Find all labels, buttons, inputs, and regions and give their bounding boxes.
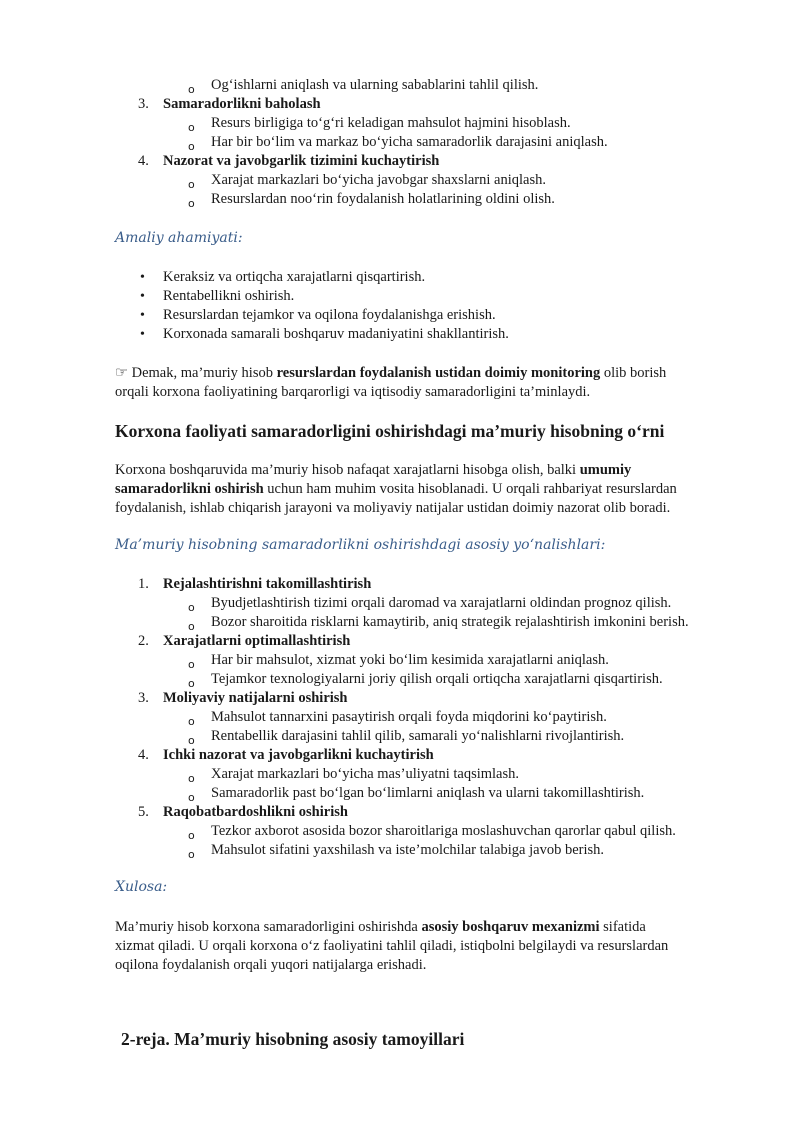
list-number: 4.	[138, 153, 149, 169]
list-subitem: Samaradorlik past bo‘lgan bo‘limlarni aniqlash va ularni takomillashtirish.	[211, 785, 645, 801]
bullet-marker: •	[140, 289, 145, 304]
bullet-item: Korxonada samarali boshqaruv madaniyatini shakllantirish.	[163, 326, 509, 342]
intro-line: samaradorlikni oshirish uchun ham muhim vosita hisoblanadi. U orqali rahbariyat resurslardan	[115, 481, 677, 497]
subsection-heading: Xulosa:	[115, 879, 168, 895]
list-item-title: Xarajatlarni optimallashtirish	[163, 633, 351, 649]
sub-marker: o	[188, 601, 195, 614]
list-number: 5.	[138, 804, 149, 820]
bullet-item: Resurslardan tejamkor va oqilona foydalanishga erishish.	[163, 307, 496, 323]
sub-marker: o	[188, 734, 195, 747]
sub-marker: o	[188, 677, 195, 690]
conclusion-line: oqilona foydalanish orqali yuqori natijalarga erishadi.	[115, 957, 427, 973]
list-number: 1.	[138, 576, 149, 592]
list-item-title: Samaradorlikni baholash	[163, 96, 321, 112]
list-subitem: Har bir mahsulot, xizmat yoki bo‘lim kesimida xarajatlarni aniqlash.	[211, 652, 609, 668]
list-subitem: Mahsulot tannarxini pasaytirish orqali foyda miqdorini ko‘paytirish.	[211, 709, 607, 725]
sub-marker: o	[188, 140, 195, 153]
list-number: 4.	[138, 747, 149, 763]
list-subitem: Tejamkor texnologiyalarni joriy qilish orqali ortiqcha xarajatlarni qisqartirish.	[211, 671, 663, 687]
sub-marker: o	[188, 715, 195, 728]
sub-marker: o	[188, 178, 195, 191]
sub-marker: o	[188, 772, 195, 785]
bullet-marker: •	[140, 327, 145, 342]
list-number: 2.	[138, 633, 149, 649]
pointing-hand-icon: ☞	[115, 365, 128, 381]
subsection-heading: Ma’muriy hisobning samaradorlikni oshirishdagi asosiy yo‘nalishlari:	[115, 537, 606, 553]
list-item-title: Nazorat va javobgarlik tizimini kuchaytirish	[163, 153, 440, 169]
list-subitem: Rentabellik darajasini tahlil qilib, samarali yo‘nalishlarni rivojlantirish.	[211, 728, 625, 744]
sub-marker: o	[188, 848, 195, 861]
list-number: 3.	[138, 690, 149, 706]
list-subitem: Xarajat markazlari bo‘yicha mas’uliyatni taqsimlash.	[211, 766, 520, 782]
list-subitem: Tezkor axborot asosida bozor sharoitlariga moslashuvchan qarorlar qabul qilish.	[211, 823, 676, 839]
list-subitem: Resurs birligiga to‘g‘ri keladigan mahsulot hajmini hisoblash.	[211, 115, 571, 131]
bullet-item: Keraksiz va ortiqcha xarajatlarni qisqartirish.	[163, 269, 426, 285]
list-subitem: Xarajat markazlari bo‘yicha javobgar shaxslarni aniqlash.	[211, 172, 546, 188]
list-subitem: Mahsulot sifatini yaxshilash va iste’molchilar talabiga javob berish.	[211, 842, 605, 858]
plan-title: 2-reja. Ma’muriy hisobning asosiy tamoyillari	[121, 1029, 465, 1049]
sub-marker: o	[188, 658, 195, 671]
intro-line: foydalanish, ishlab chiqarish jarayoni va moliyaviy natijalar ustidan doimiy nazorat olib boradi.	[115, 500, 671, 516]
section-title: Korxona faoliyati samaradorligini oshirishdagi ma’muriy hisobning o‘rni	[115, 421, 665, 441]
list-subitem: Byudjetlashtirish tizimi orqali daromad va xarajatlarni oldindan prognoz qilish.	[211, 595, 672, 611]
sub-marker: o	[188, 791, 195, 804]
bullet-item: Rentabellikni oshirish.	[163, 288, 295, 304]
list-item-title: Raqobatbardoshlikni oshirish	[163, 804, 348, 820]
list-subitem: Og‘ishlarni aniqlash va ularning sabablarini tahlil qilish.	[211, 77, 539, 93]
summary-line: orqali korxona faoliyatining barqarorligi va iqtisodiy samaradorligini ta’minlaydi.	[115, 384, 591, 400]
sub-marker: o	[188, 829, 195, 842]
list-item-title: Rejalashtirishni takomillashtirish	[163, 576, 372, 592]
bullet-marker: •	[140, 270, 145, 285]
list-item-title: Ichki nazorat va javobgarlikni kuchaytirish	[163, 747, 434, 763]
bullet-marker: •	[140, 308, 145, 323]
conclusion-paragraph: Ma’muriy hisob korxona samaradorligini oshirishda asosiy boshqaruv mexanizmi sifatida	[115, 919, 646, 935]
sub-marker: o	[188, 121, 195, 134]
list-number: 3.	[138, 96, 149, 112]
list-subitem: Har bir bo‘lim va markaz bo‘yicha samaradorlik darajasini aniqlash.	[211, 134, 608, 150]
list-subitem: Bozor sharoitida risklarni kamaytirib, aniq strategik rejalashtirish imkonini berish.	[211, 614, 689, 630]
sub-marker: o	[188, 620, 195, 633]
conclusion-line: xizmat qiladi. U orqali korxona o‘z faoliyatini tahlil qiladi, istiqbolni belgilaydi va resurslardan	[115, 938, 669, 954]
list-subitem: Resurslardan noo‘rin foydalanish holatlarining oldini olish.	[211, 191, 555, 207]
subsection-heading: Amaliy ahamiyati:	[115, 230, 243, 246]
list-item-title: Moliyaviy natijalarni oshirish	[163, 690, 348, 706]
sub-marker: o	[188, 83, 195, 96]
intro-paragraph: Korxona boshqaruvida ma’muriy hisob nafaqat xarajatlarni hisobga olish, balki umumiy	[115, 462, 632, 478]
sub-marker: o	[188, 197, 195, 210]
summary-paragraph: ☞ Demak, ma’muriy hisob resurslardan foydalanish ustidan doimiy monitoring olib borish	[115, 365, 667, 381]
